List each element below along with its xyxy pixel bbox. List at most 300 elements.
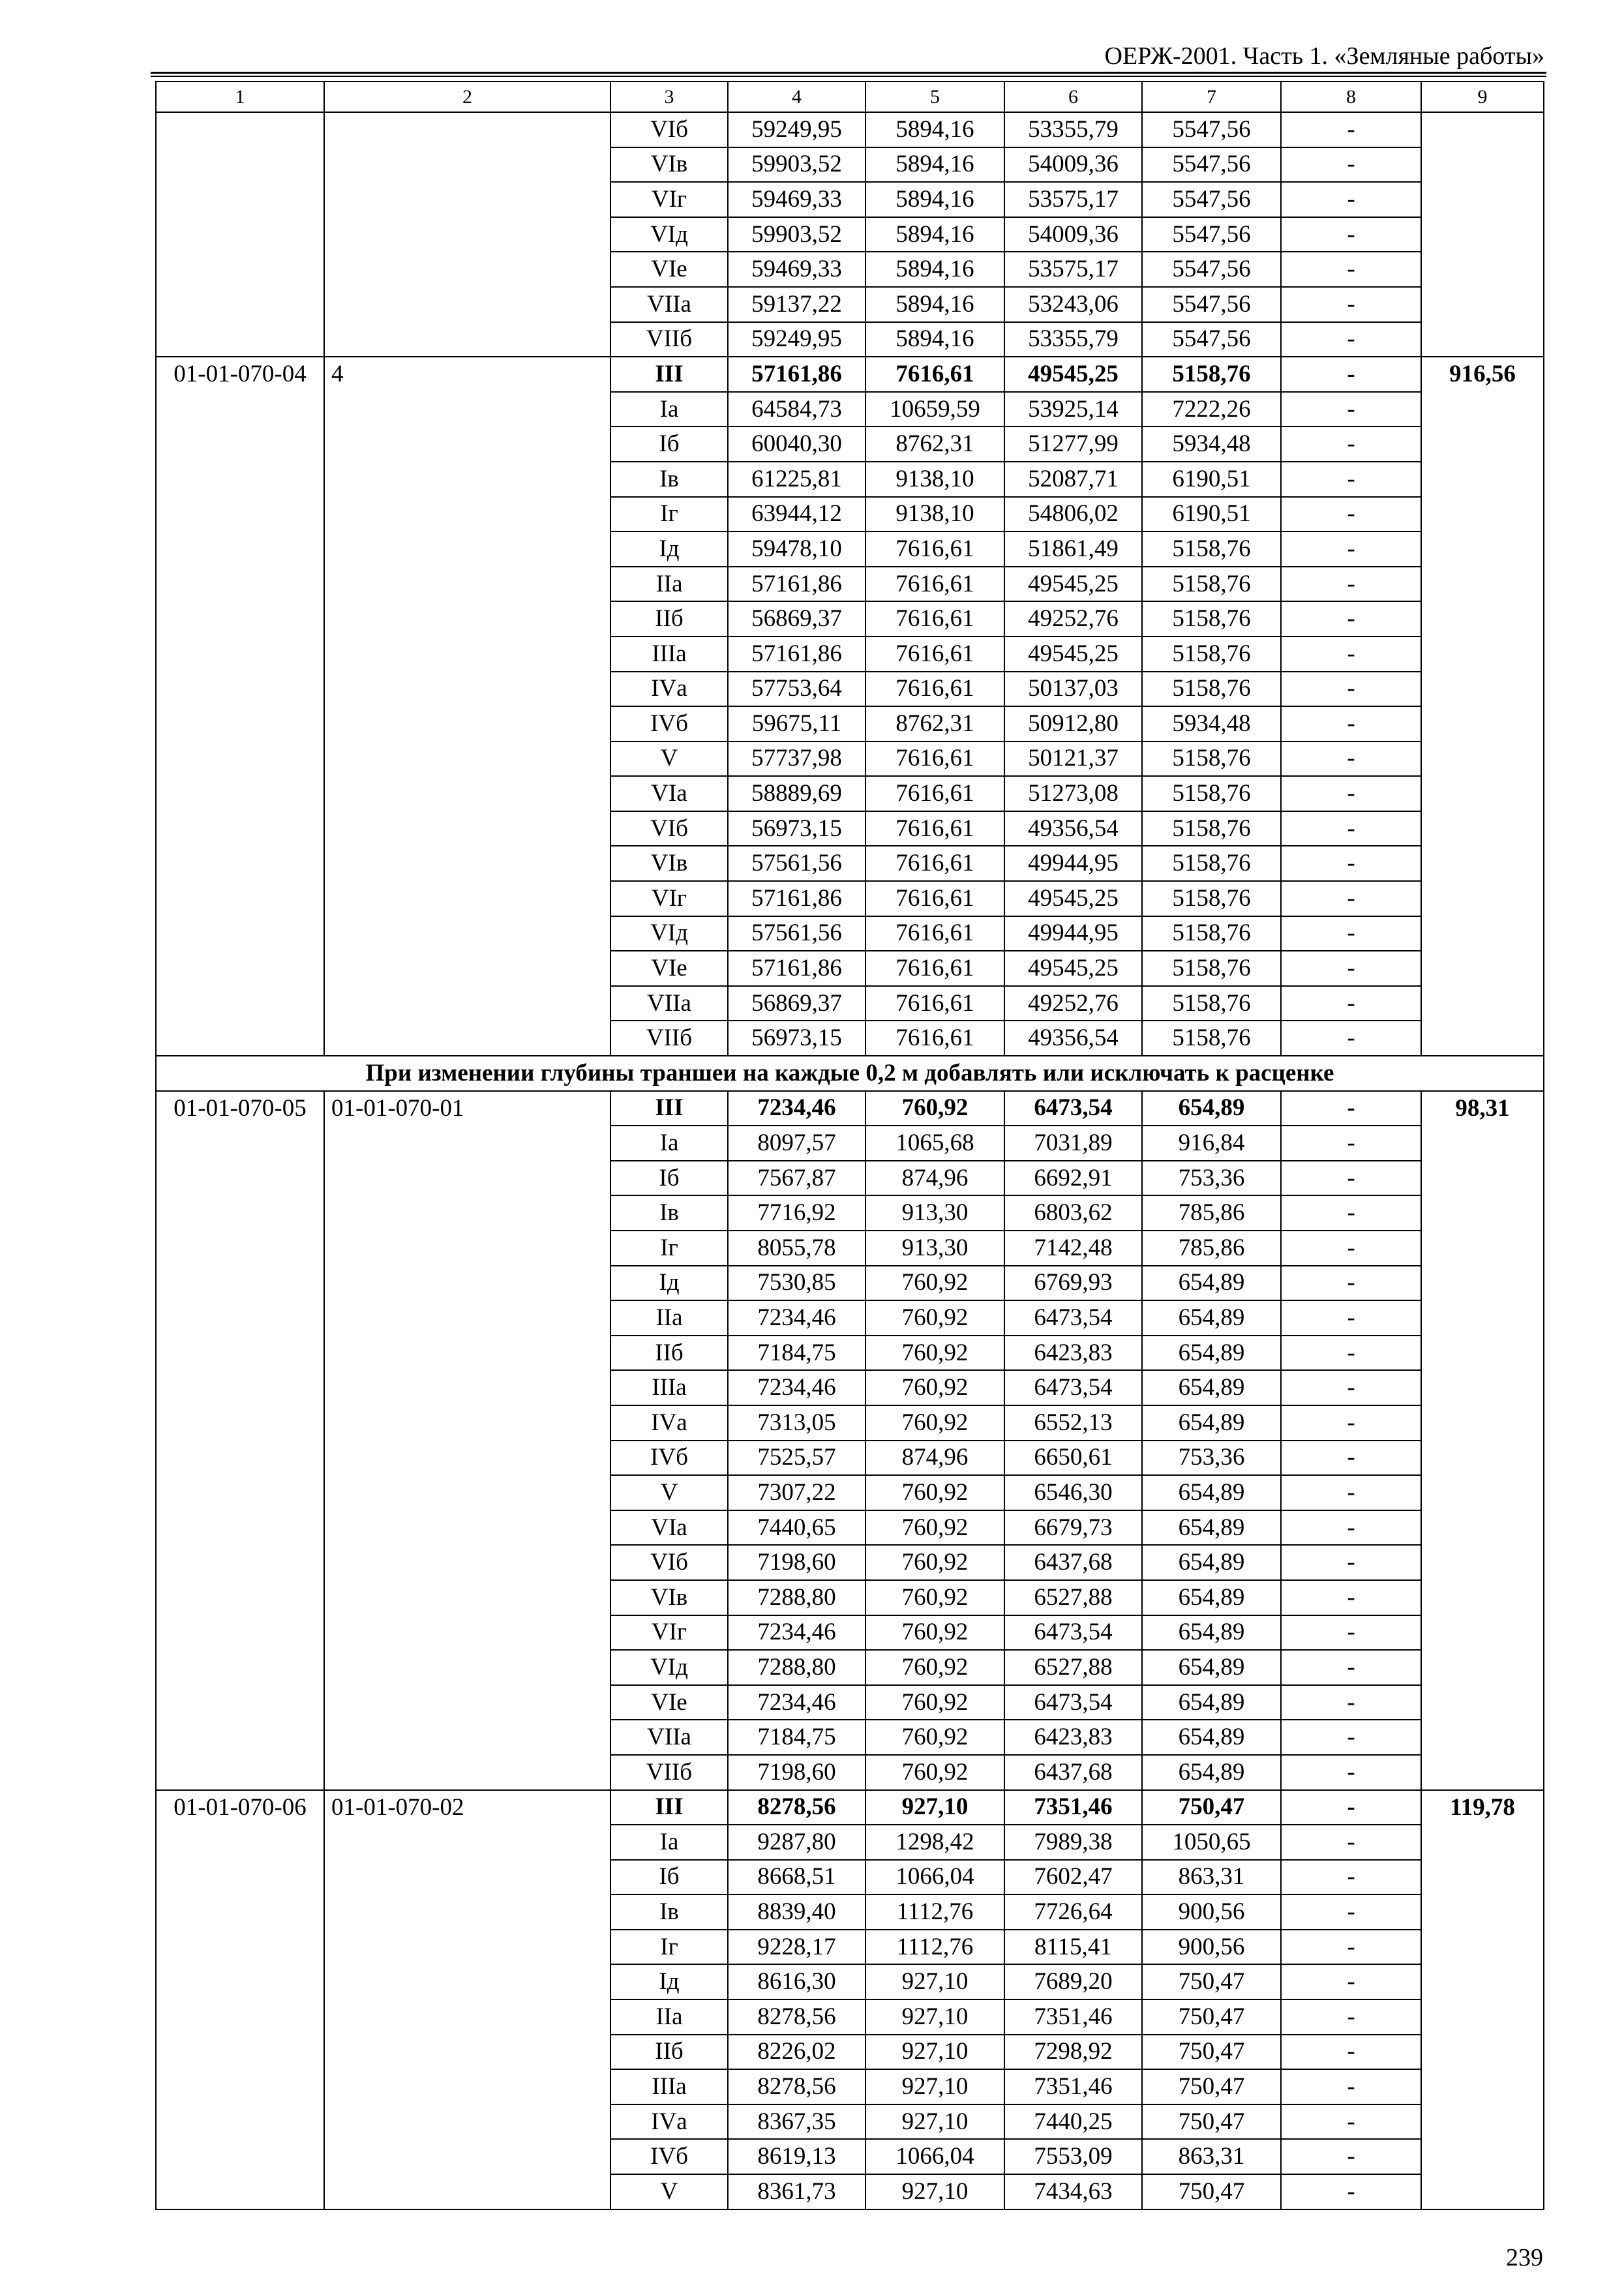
col5-value-cell: 9138,10 <box>865 462 1004 497</box>
col8-value-cell: - <box>1281 1266 1421 1301</box>
col4-value-cell: 7234,46 <box>728 1091 865 1126</box>
category-cell: VIа <box>610 1510 728 1546</box>
table-row <box>156 357 1544 392</box>
col8-value-cell: - <box>1281 1685 1421 1720</box>
col4-value-cell: 59137,22 <box>728 287 865 322</box>
col8-value-cell: - <box>1281 1231 1421 1266</box>
col7-value-cell: 5158,76 <box>1142 846 1281 881</box>
col8-value-cell: - <box>1281 531 1421 567</box>
col8-value-cell: - <box>1281 147 1421 183</box>
col7-value-cell: 5547,56 <box>1142 252 1281 287</box>
col8-value-cell: - <box>1281 1720 1421 1755</box>
col5-value-cell: 760,92 <box>865 1300 1004 1336</box>
col7-value-cell: 863,31 <box>1142 1860 1281 1895</box>
col7-value-cell: 654,89 <box>1142 1510 1281 1546</box>
col7-value-cell: 5547,56 <box>1142 322 1281 357</box>
col4-value-cell: 7313,05 <box>728 1405 865 1441</box>
category-cell: III <box>610 357 728 392</box>
category-cell: Iв <box>610 1195 728 1231</box>
col5-value-cell: 5894,16 <box>865 217 1004 252</box>
col5-value-cell: 927,10 <box>865 2069 1004 2104</box>
base-rate-cell: 01-01-070-02 <box>324 1790 610 2209</box>
col5-value-cell: 760,92 <box>865 1755 1004 1790</box>
col4-value-cell: 7716,92 <box>728 1195 865 1231</box>
col4-value-cell: 8619,13 <box>728 2139 865 2174</box>
category-cell: Iа <box>610 1126 728 1161</box>
col8-value-cell: - <box>1281 1930 1421 1965</box>
col5-value-cell: 7616,61 <box>865 636 1004 672</box>
col4-value-cell: 7440,65 <box>728 1510 865 1546</box>
col7-value-cell: 5547,56 <box>1142 217 1281 252</box>
col5-value-cell: 9138,10 <box>865 497 1004 532</box>
col7-value-cell: 5934,48 <box>1142 706 1281 741</box>
col6-value-cell: 7142,48 <box>1004 1231 1142 1266</box>
col4-value-cell: 7234,46 <box>728 1370 865 1405</box>
col5-value-cell: 7616,61 <box>865 357 1004 392</box>
col5-value-cell: 927,10 <box>865 1964 1004 1999</box>
base-rate-cell: 01-01-070-01 <box>324 1091 610 1790</box>
col8-value-cell: - <box>1281 1300 1421 1336</box>
col4-value-cell: 7567,87 <box>728 1161 865 1196</box>
col7-value-cell: 5158,76 <box>1142 811 1281 846</box>
col8-value-cell: - <box>1281 951 1421 986</box>
col5-value-cell: 760,92 <box>865 1510 1004 1546</box>
col8-value-cell: - <box>1281 2139 1421 2174</box>
col4-value-cell: 8055,78 <box>728 1231 865 1266</box>
category-cell: VIд <box>610 916 728 951</box>
col6-value-cell: 49356,54 <box>1004 811 1142 846</box>
col5-value-cell: 8762,31 <box>865 706 1004 741</box>
col7-value-cell: 750,47 <box>1142 1964 1281 1999</box>
rate-code-cell: 01-01-070-04 <box>156 357 324 1056</box>
header-rule-top <box>151 72 1546 74</box>
category-cell: Iа <box>610 1825 728 1860</box>
col5-value-cell: 1065,68 <box>865 1126 1004 1161</box>
col4-value-cell: 8097,57 <box>728 1126 865 1161</box>
category-cell: VIIа <box>610 986 728 1021</box>
col4-value-cell: 8278,56 <box>728 1999 865 2035</box>
column-number-8: 8 <box>1281 82 1421 112</box>
col6-value-cell: 49545,25 <box>1004 567 1142 602</box>
col5-value-cell: 760,92 <box>865 1720 1004 1755</box>
col8-value-cell: - <box>1281 1336 1421 1371</box>
col8-value-cell: - <box>1281 217 1421 252</box>
col6-value-cell: 51273,08 <box>1004 776 1142 811</box>
col6-value-cell: 53925,14 <box>1004 392 1142 427</box>
col5-value-cell: 760,92 <box>865 1615 1004 1651</box>
col7-value-cell: 900,56 <box>1142 1894 1281 1930</box>
col6-value-cell: 6527,88 <box>1004 1650 1142 1685</box>
category-cell: Iг <box>610 1231 728 1266</box>
col4-value-cell: 8278,56 <box>728 1790 865 1825</box>
col6-value-cell: 8115,41 <box>1004 1930 1142 1965</box>
col4-value-cell: 8367,35 <box>728 2104 865 2140</box>
rates-table-body <box>156 82 1544 2209</box>
col5-value-cell: 760,92 <box>865 1091 1004 1126</box>
col5-value-cell: 5894,16 <box>865 147 1004 183</box>
col8-value-cell: - <box>1281 1755 1421 1790</box>
col7-value-cell: 5158,76 <box>1142 916 1281 951</box>
col6-value-cell: 6679,73 <box>1004 1510 1142 1546</box>
col6-value-cell: 6692,91 <box>1004 1161 1142 1196</box>
col8-value-cell: - <box>1281 1091 1421 1126</box>
page-number: 239 <box>1506 2244 1543 2271</box>
col7-value-cell: 654,89 <box>1142 1336 1281 1371</box>
col7-value-cell: 5158,76 <box>1142 1021 1281 1056</box>
col7-value-cell: 654,89 <box>1142 1370 1281 1405</box>
category-cell: VIг <box>610 1615 728 1651</box>
col6-value-cell: 50912,80 <box>1004 706 1142 741</box>
col6-value-cell: 49545,25 <box>1004 636 1142 672</box>
category-cell: VIа <box>610 776 728 811</box>
col6-value-cell: 49944,95 <box>1004 846 1142 881</box>
category-cell: VIв <box>610 846 728 881</box>
col7-value-cell: 5934,48 <box>1142 426 1281 462</box>
col5-value-cell: 7616,61 <box>865 672 1004 707</box>
category-cell: Iд <box>610 1266 728 1301</box>
col8-value-cell: - <box>1281 497 1421 532</box>
column-number-3: 3 <box>610 82 728 112</box>
col5-value-cell: 760,92 <box>865 1370 1004 1405</box>
col7-value-cell: 750,47 <box>1142 2069 1281 2104</box>
col6-value-cell: 54806,02 <box>1004 497 1142 532</box>
category-cell: IIIа <box>610 2069 728 2104</box>
category-cell: IIIа <box>610 636 728 672</box>
rate-code-cell <box>156 112 324 357</box>
col7-value-cell: 6190,51 <box>1142 497 1281 532</box>
category-cell: VIIб <box>610 1021 728 1056</box>
category-cell: VIб <box>610 1545 728 1580</box>
category-cell: IIб <box>610 1336 728 1371</box>
col5-value-cell: 927,10 <box>865 2104 1004 2140</box>
category-cell: VIг <box>610 182 728 217</box>
col4-value-cell: 59469,33 <box>728 182 865 217</box>
header-rule-bottom <box>151 76 1546 77</box>
col5-value-cell: 7616,61 <box>865 811 1004 846</box>
col4-value-cell: 7530,85 <box>728 1266 865 1301</box>
col5-value-cell: 7616,61 <box>865 916 1004 951</box>
col8-value-cell: - <box>1281 462 1421 497</box>
col8-value-cell: - <box>1281 2069 1421 2104</box>
col6-value-cell: 6650,61 <box>1004 1441 1142 1476</box>
col7-value-cell: 750,47 <box>1142 2174 1281 2209</box>
col5-value-cell: 7616,61 <box>865 986 1004 1021</box>
col6-value-cell: 49545,25 <box>1004 951 1142 986</box>
col8-value-cell: - <box>1281 1790 1421 1825</box>
col7-value-cell: 5547,56 <box>1142 147 1281 183</box>
col4-value-cell: 57161,86 <box>728 567 865 602</box>
col7-value-cell: 753,36 <box>1142 1441 1281 1476</box>
col5-value-cell: 760,92 <box>865 1405 1004 1441</box>
col5-value-cell: 5894,16 <box>865 112 1004 147</box>
col6-value-cell: 6803,62 <box>1004 1195 1142 1231</box>
col5-value-cell: 760,92 <box>865 1475 1004 1510</box>
col8-value-cell: - <box>1281 567 1421 602</box>
note-text: При изменении глубины траншеи на каждые 0,2 м добавлять или исключать к расценке <box>156 1056 1544 1091</box>
col7-value-cell: 654,89 <box>1142 1580 1281 1615</box>
col8-value-cell: - <box>1281 1441 1421 1476</box>
col8-value-cell: - <box>1281 1161 1421 1196</box>
col6-value-cell: 6437,68 <box>1004 1755 1142 1790</box>
col7-value-cell: 750,47 <box>1142 2104 1281 2140</box>
col6-value-cell: 7553,09 <box>1004 2139 1142 2174</box>
col6-value-cell: 53575,17 <box>1004 252 1142 287</box>
category-cell: VIе <box>610 252 728 287</box>
category-cell: Iв <box>610 1894 728 1930</box>
col7-value-cell: 654,89 <box>1142 1615 1281 1651</box>
col6-value-cell: 53575,17 <box>1004 182 1142 217</box>
col5-value-cell: 5894,16 <box>865 287 1004 322</box>
category-cell: III <box>610 1091 728 1126</box>
col6-value-cell: 6437,68 <box>1004 1545 1142 1580</box>
col4-value-cell: 63944,12 <box>728 497 865 532</box>
col7-value-cell: 750,47 <box>1142 1999 1281 2035</box>
col8-value-cell: - <box>1281 1964 1421 1999</box>
col5-value-cell: 874,96 <box>865 1441 1004 1476</box>
col4-value-cell: 64584,73 <box>728 392 865 427</box>
col4-value-cell: 8616,30 <box>728 1964 865 1999</box>
col8-value-cell: - <box>1281 182 1421 217</box>
col7-value-cell: 654,89 <box>1142 1300 1281 1336</box>
col8-value-cell: - <box>1281 741 1421 777</box>
col6-value-cell: 54009,36 <box>1004 147 1142 183</box>
category-cell: Iд <box>610 1964 728 1999</box>
col7-value-cell: 5158,76 <box>1142 357 1281 392</box>
column-number-2: 2 <box>324 82 610 112</box>
col4-value-cell: 7198,60 <box>728 1755 865 1790</box>
col4-value-cell: 56973,15 <box>728 1021 865 1056</box>
category-cell: Iб <box>610 426 728 462</box>
category-cell: IVа <box>610 672 728 707</box>
col8-value-cell: - <box>1281 1999 1421 2035</box>
col7-value-cell: 5547,56 <box>1142 182 1281 217</box>
category-cell: Iб <box>610 1860 728 1895</box>
col4-value-cell: 56869,37 <box>728 986 865 1021</box>
col8-value-cell: - <box>1281 1021 1421 1056</box>
col4-value-cell: 59249,95 <box>728 322 865 357</box>
col8-value-cell: - <box>1281 2104 1421 2140</box>
category-cell: V <box>610 2174 728 2209</box>
col4-value-cell: 7234,46 <box>728 1300 865 1336</box>
category-cell: Iг <box>610 497 728 532</box>
col8-value-cell: - <box>1281 636 1421 672</box>
col4-value-cell: 57753,64 <box>728 672 865 707</box>
col6-value-cell: 6473,54 <box>1004 1685 1142 1720</box>
col4-value-cell: 57737,98 <box>728 741 865 777</box>
col6-value-cell: 51277,99 <box>1004 426 1142 462</box>
col8-value-cell: - <box>1281 776 1421 811</box>
col7-value-cell: 5158,76 <box>1142 531 1281 567</box>
col8-value-cell: - <box>1281 1545 1421 1580</box>
col7-value-cell: 5547,56 <box>1142 287 1281 322</box>
col5-value-cell: 5894,16 <box>865 182 1004 217</box>
col5-value-cell: 5894,16 <box>865 252 1004 287</box>
category-cell: IIа <box>610 1999 728 2035</box>
col4-value-cell: 7234,46 <box>728 1615 865 1651</box>
col7-value-cell: 916,84 <box>1142 1126 1281 1161</box>
col6-value-cell: 6473,54 <box>1004 1091 1142 1126</box>
category-cell: Iг <box>610 1930 728 1965</box>
col4-value-cell: 57161,86 <box>728 881 865 916</box>
col4-value-cell: 59903,52 <box>728 217 865 252</box>
col6-value-cell: 50137,03 <box>1004 672 1142 707</box>
col6-value-cell: 7351,46 <box>1004 2069 1142 2104</box>
category-cell: IVа <box>610 2104 728 2140</box>
col6-value-cell: 54009,36 <box>1004 217 1142 252</box>
col8-value-cell: - <box>1281 357 1421 392</box>
col6-value-cell: 7989,38 <box>1004 1825 1142 1860</box>
col7-value-cell: 654,89 <box>1142 1755 1281 1790</box>
col7-value-cell: 5158,76 <box>1142 567 1281 602</box>
col4-value-cell: 61225,81 <box>728 462 865 497</box>
col8-value-cell: - <box>1281 287 1421 322</box>
col8-value-cell: - <box>1281 426 1421 462</box>
col5-value-cell: 927,10 <box>865 1790 1004 1825</box>
col7-value-cell: 654,89 <box>1142 1650 1281 1685</box>
col8-value-cell: - <box>1281 112 1421 147</box>
col6-value-cell: 49545,25 <box>1004 357 1142 392</box>
category-cell: IVб <box>610 2139 728 2174</box>
col6-value-cell: 7298,92 <box>1004 2035 1142 2070</box>
col6-value-cell: 49356,54 <box>1004 1021 1142 1056</box>
col7-value-cell: 900,56 <box>1142 1930 1281 1965</box>
table-row <box>156 1790 1544 1825</box>
col8-value-cell: - <box>1281 322 1421 357</box>
col8-value-cell: - <box>1281 1195 1421 1231</box>
category-cell: IVа <box>610 1405 728 1441</box>
col6-value-cell: 49545,25 <box>1004 881 1142 916</box>
col6-value-cell: 6527,88 <box>1004 1580 1142 1615</box>
col8-value-cell: - <box>1281 811 1421 846</box>
col5-value-cell: 1066,04 <box>865 2139 1004 2174</box>
col9-value-cell <box>1421 112 1544 357</box>
col8-value-cell: - <box>1281 1580 1421 1615</box>
col6-value-cell: 50121,37 <box>1004 741 1142 777</box>
col6-value-cell: 7351,46 <box>1004 1790 1142 1825</box>
category-cell: VIIб <box>610 322 728 357</box>
col5-value-cell: 1112,76 <box>865 1930 1004 1965</box>
col7-value-cell: 654,89 <box>1142 1720 1281 1755</box>
col5-value-cell: 7616,61 <box>865 776 1004 811</box>
col8-value-cell: - <box>1281 1650 1421 1685</box>
col4-value-cell: 8668,51 <box>728 1860 865 1895</box>
col6-value-cell: 51861,49 <box>1004 531 1142 567</box>
col7-value-cell: 654,89 <box>1142 1266 1281 1301</box>
col5-value-cell: 760,92 <box>865 1580 1004 1615</box>
col9-value-cell: 98,31 <box>1421 1091 1544 1790</box>
col4-value-cell: 7198,60 <box>728 1545 865 1580</box>
col7-value-cell: 753,36 <box>1142 1161 1281 1196</box>
col4-value-cell: 8226,02 <box>728 2035 865 2070</box>
col6-value-cell: 7726,64 <box>1004 1894 1142 1930</box>
col5-value-cell: 7616,61 <box>865 951 1004 986</box>
category-cell: Iд <box>610 531 728 567</box>
col8-value-cell: - <box>1281 392 1421 427</box>
col7-value-cell: 654,89 <box>1142 1405 1281 1441</box>
col6-value-cell: 6423,83 <box>1004 1720 1142 1755</box>
col7-value-cell: 5158,76 <box>1142 672 1281 707</box>
col5-value-cell: 760,92 <box>865 1336 1004 1371</box>
category-cell: VIIа <box>610 287 728 322</box>
col5-value-cell: 10659,59 <box>865 392 1004 427</box>
col4-value-cell: 7525,57 <box>728 1441 865 1476</box>
page-header-title: ОЕРЖ-2001. Часть 1. «Земляные работы» <box>1104 42 1544 70</box>
col7-value-cell: 750,47 <box>1142 2035 1281 2070</box>
table-row <box>156 112 1544 147</box>
col8-value-cell: - <box>1281 1825 1421 1860</box>
col7-value-cell: 654,89 <box>1142 1091 1281 1126</box>
col6-value-cell: 7031,89 <box>1004 1126 1142 1161</box>
category-cell: IIб <box>610 601 728 636</box>
col4-value-cell: 59478,10 <box>728 531 865 567</box>
col5-value-cell: 874,96 <box>865 1161 1004 1196</box>
col7-value-cell: 5158,76 <box>1142 741 1281 777</box>
col5-value-cell: 927,10 <box>865 2035 1004 2070</box>
col6-value-cell: 7351,46 <box>1004 1999 1142 2035</box>
col7-value-cell: 654,89 <box>1142 1545 1281 1580</box>
rate-code-cell: 01-01-070-06 <box>156 1790 324 2209</box>
col4-value-cell: 56973,15 <box>728 811 865 846</box>
column-number-5: 5 <box>865 82 1004 112</box>
col6-value-cell: 6473,54 <box>1004 1370 1142 1405</box>
col7-value-cell: 5547,56 <box>1142 112 1281 147</box>
col6-value-cell: 6769,93 <box>1004 1266 1142 1301</box>
col5-value-cell: 8762,31 <box>865 426 1004 462</box>
column-number-1: 1 <box>156 82 324 112</box>
category-cell: Iа <box>610 392 728 427</box>
category-cell: IIа <box>610 567 728 602</box>
col7-value-cell: 5158,76 <box>1142 601 1281 636</box>
col6-value-cell: 49252,76 <box>1004 986 1142 1021</box>
col8-value-cell: - <box>1281 1126 1421 1161</box>
col6-value-cell: 52087,71 <box>1004 462 1142 497</box>
rates-table <box>155 81 1544 2210</box>
col8-value-cell: - <box>1281 706 1421 741</box>
col6-value-cell: 49944,95 <box>1004 916 1142 951</box>
category-cell: IIа <box>610 1300 728 1336</box>
col8-value-cell: - <box>1281 881 1421 916</box>
rate-code-cell: 01-01-070-05 <box>156 1091 324 1790</box>
category-cell: IVб <box>610 706 728 741</box>
col4-value-cell: 59469,33 <box>728 252 865 287</box>
col6-value-cell: 7434,63 <box>1004 2174 1142 2209</box>
col7-value-cell: 5158,76 <box>1142 986 1281 1021</box>
col6-value-cell: 7689,20 <box>1004 1964 1142 1999</box>
col8-value-cell: - <box>1281 1894 1421 1930</box>
col7-value-cell: 863,31 <box>1142 2139 1281 2174</box>
category-cell: VIб <box>610 811 728 846</box>
category-cell: Iб <box>610 1161 728 1196</box>
col4-value-cell: 7288,80 <box>728 1580 865 1615</box>
col5-value-cell: 927,10 <box>865 1999 1004 2035</box>
col9-value-cell: 916,56 <box>1421 357 1544 1056</box>
col4-value-cell: 7184,75 <box>728 1720 865 1755</box>
base-rate-cell: 4 <box>324 357 610 1056</box>
col4-value-cell: 7184,75 <box>728 1336 865 1371</box>
col7-value-cell: 6190,51 <box>1142 462 1281 497</box>
base-rate-cell <box>324 112 610 357</box>
category-cell: IIIа <box>610 1370 728 1405</box>
col7-value-cell: 1050,65 <box>1142 1825 1281 1860</box>
col5-value-cell: 760,92 <box>865 1650 1004 1685</box>
col6-value-cell: 49252,76 <box>1004 601 1142 636</box>
col8-value-cell: - <box>1281 1370 1421 1405</box>
col5-value-cell: 7616,61 <box>865 601 1004 636</box>
col5-value-cell: 913,30 <box>865 1195 1004 1231</box>
col8-value-cell: - <box>1281 252 1421 287</box>
category-cell: VIIа <box>610 1720 728 1755</box>
col4-value-cell: 7307,22 <box>728 1475 865 1510</box>
